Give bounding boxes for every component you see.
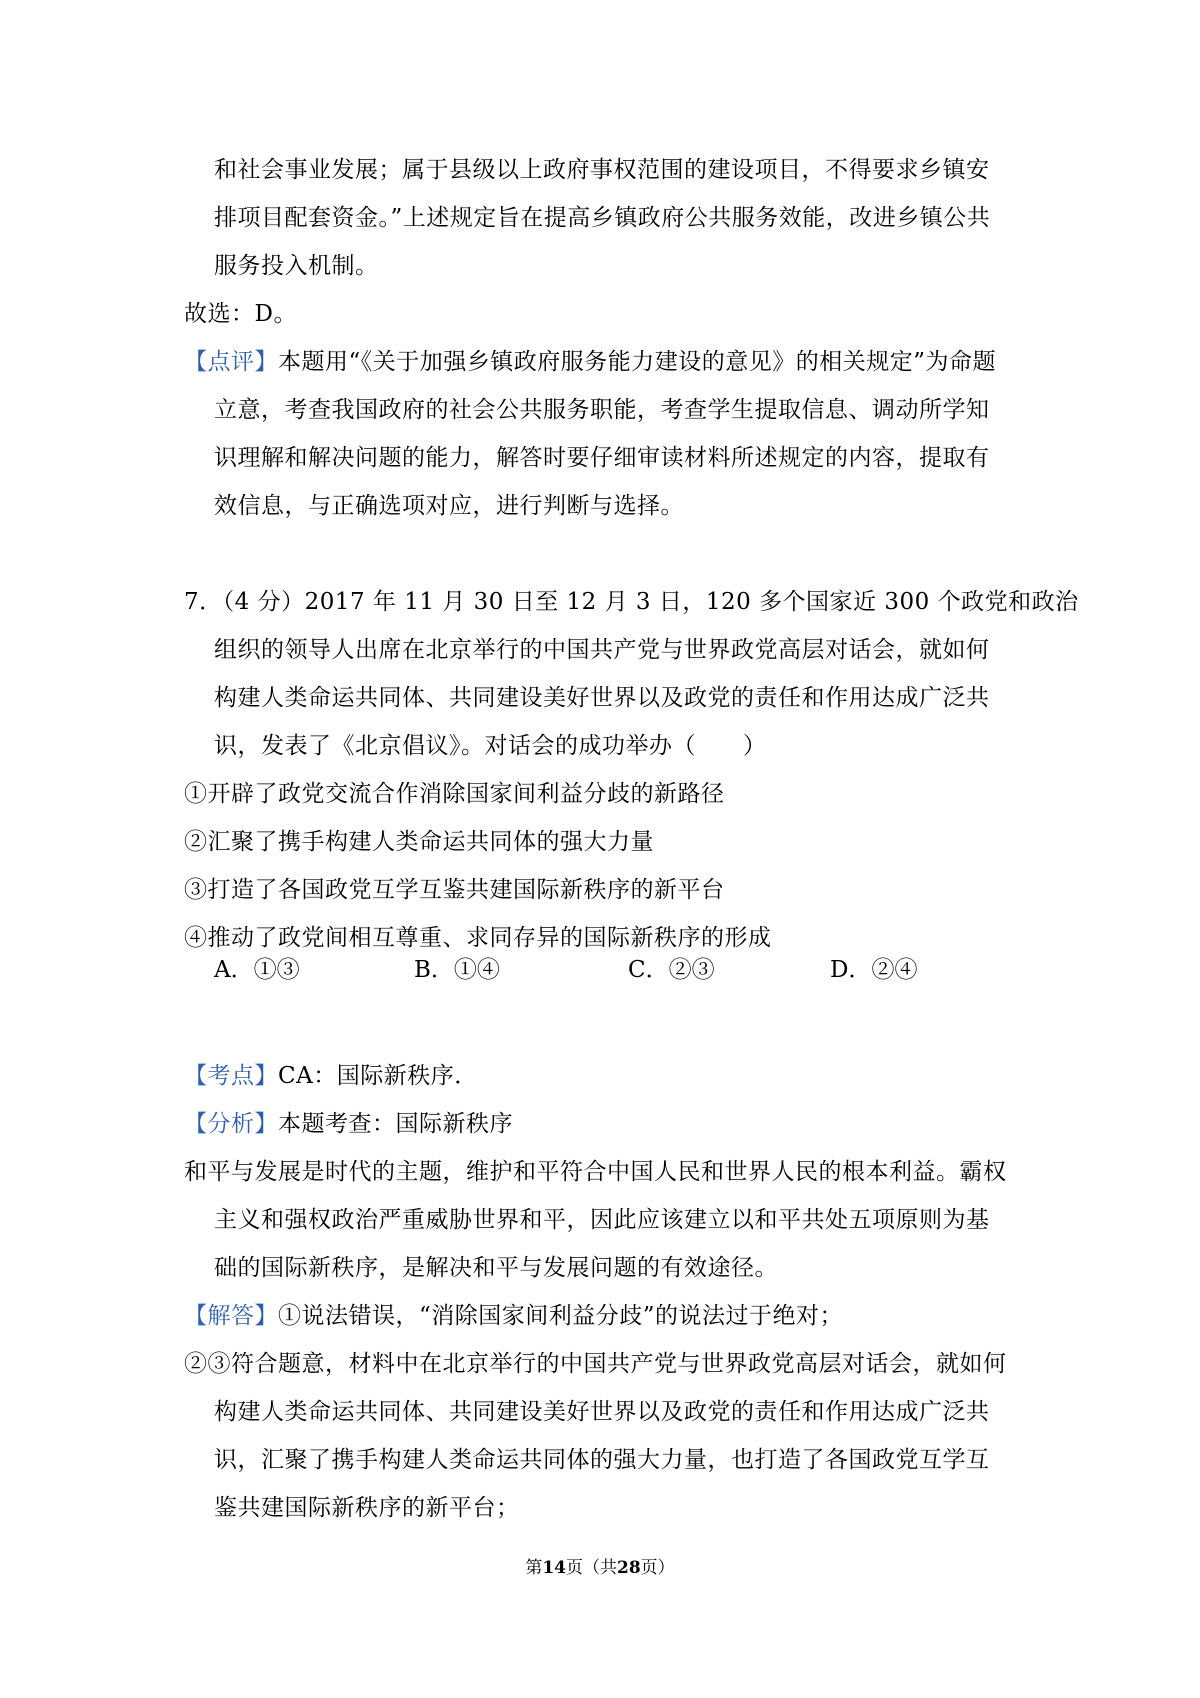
option-c: C．②③	[628, 957, 715, 983]
fenxi-tag: 【分析】	[184, 1111, 278, 1137]
fenxi-body-line-2: 主义和强权政治严重威胁世界和平，因此应该建立以和平共处五项原则为基	[214, 1207, 990, 1233]
kaodian-tag: 【考点】	[184, 1063, 278, 1089]
jieda-body-line-4: 鉴共建国际新秩序的新平台；	[214, 1495, 520, 1521]
prev-answer-line-1: 和社会事业发展；属于县级以上政府事权范围的建设项目，不得要求乡镇安	[214, 157, 990, 183]
option-a: A．①③	[214, 957, 300, 983]
footer-prefix: 第	[525, 1558, 543, 1578]
prev-comment-first-line	[184, 347, 996, 377]
question-stem-line-4: 识，发表了《北京倡议》。对话会的成功举办（ ）	[214, 733, 767, 759]
statement-1: ①开辟了政党交流合作消除国家间利益分歧的新路径	[184, 781, 725, 807]
fenxi-body-line-1: 和平与发展是时代的主题，维护和平符合中国人民和世界人民的根本利益。霸权	[184, 1159, 1007, 1185]
footer-total-pages: 28	[617, 1558, 641, 1578]
option-d: D．②④	[830, 957, 918, 983]
footer-mid: 页（共	[566, 1558, 617, 1578]
kaodian-text: CA：国际新秩序．	[278, 1063, 478, 1089]
statement-2: ②汇聚了携手构建人类命运共同体的强大力量	[184, 829, 654, 855]
answer-options	[214, 955, 974, 985]
page-footer	[0, 1556, 1200, 1580]
kaodian-line	[184, 1061, 478, 1091]
question-stem-line-1: 7．（4 分）2017 年 11 月 30 日至 12 月 3 日，120 多个国家近 300 个政党和政治	[184, 589, 1079, 615]
option-b: B．①④	[414, 957, 500, 983]
fenxi-text: 本题考查：国际新秩序	[278, 1111, 513, 1137]
statement-4: ④推动了政党间相互尊重、求同存异的国际新秩序的形成	[184, 925, 772, 951]
prev-comment-line-3: 识理解和解决问题的能力，解答时要仔细审读材料所述规定的内容，提取有	[214, 445, 990, 471]
question-stem-line-3: 构建人类命运共同体、共同建设美好世界以及政党的责任和作用达成广泛共	[214, 685, 990, 711]
jieda-tag: 【解答】	[184, 1303, 278, 1329]
prev-answer-line-3: 服务投入机制。	[214, 253, 379, 279]
jieda-body-line-2: 构建人类命运共同体、共同建设美好世界以及政党的责任和作用达成广泛共	[214, 1399, 990, 1425]
prev-comment-line-2: 立意，考查我国政府的社会公共服务职能，考查学生提取信息、调动所学知	[214, 397, 990, 423]
footer-page-number: 14	[542, 1558, 566, 1578]
comment-tag: 【点评】	[184, 349, 278, 375]
statement-3: ③打造了各国政党互学互鉴共建国际新秩序的新平台	[184, 877, 725, 903]
prev-comment-line-4: 效信息，与正确选项对应，进行判断与选择。	[214, 493, 684, 519]
prev-answer-line-2: 排项目配套资金。”上述规定旨在提高乡镇政府公共服务效能，改进乡镇公共	[214, 205, 991, 231]
jieda-text: ①说法错误，“消除国家间利益分歧”的说法过于绝对；	[278, 1303, 844, 1329]
comment-text: 本题用“《关于加强乡镇政府服务能力建设的意见》的相关规定”为命题	[278, 349, 997, 375]
footer-suffix: 页）	[640, 1558, 675, 1578]
fenxi-body-line-3: 础的国际新秩序，是解决和平与发展问题的有效途径。	[214, 1255, 778, 1281]
fenxi-line	[184, 1109, 513, 1139]
jieda-line	[184, 1301, 843, 1331]
jieda-body-line-3: 识，汇聚了携手构建人类命运共同体的强大力量，也打造了各国政党互学互	[214, 1447, 990, 1473]
jieda-body-line-1: ②③符合题意，材料中在北京举行的中国共产党与世界政党高层对话会，就如何	[184, 1351, 1007, 1377]
question-stem-line-2: 组织的领导人出席在北京举行的中国共产党与世界政党高层对话会，就如何	[214, 637, 990, 663]
prev-answer-conclusion: 故选：D。	[184, 301, 297, 327]
